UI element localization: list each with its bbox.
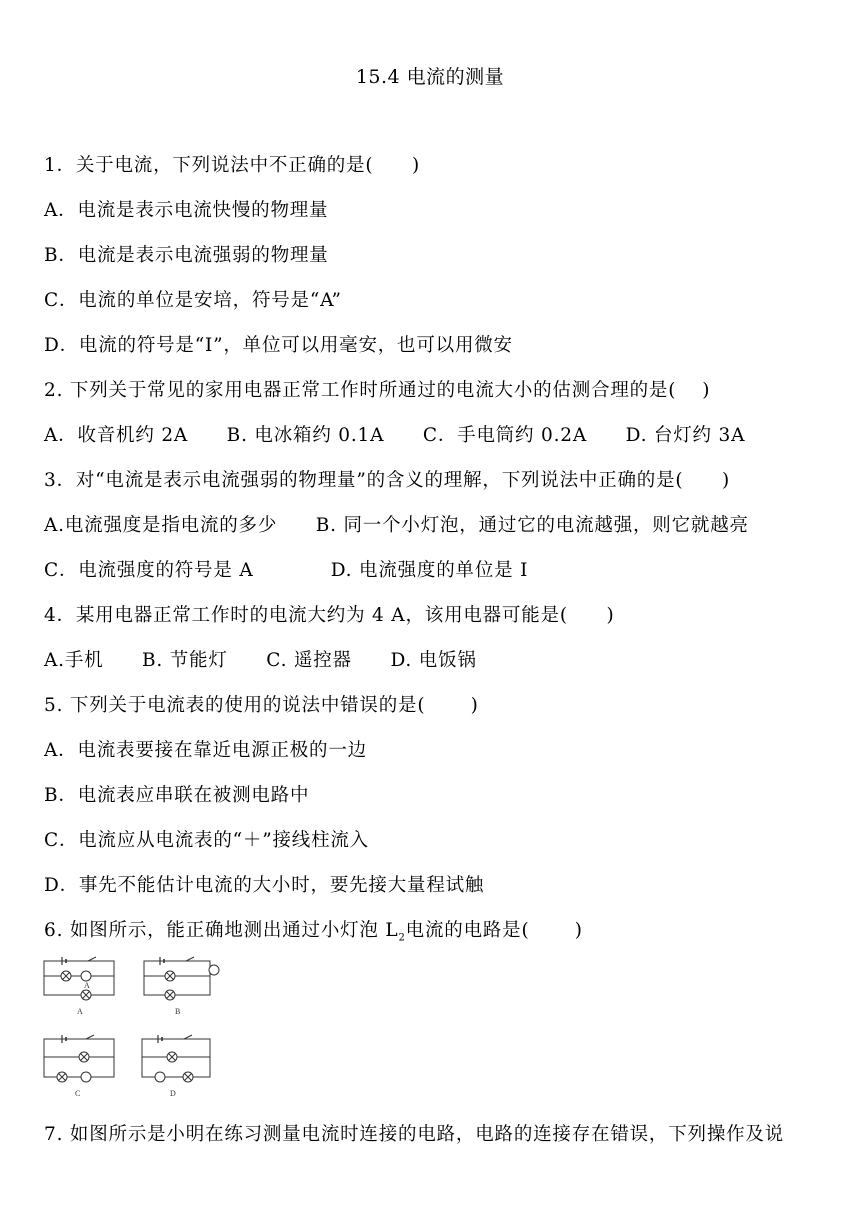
q3-options-cd: C．电流强度的符号是 A D. 电流强度的单位是 I [44, 560, 529, 581]
circuit-a [44, 957, 114, 1000]
circuit-a-label: A [77, 1007, 83, 1016]
q7-stem: 7. 如图所示是小明在练习测量电流时连接的电路，电路的连接存在错误，下列操作及说 [44, 1124, 785, 1145]
circuit-d-label: D [170, 1089, 176, 1098]
q6-stem: 6. 如图所示，能正确地测出通过小灯泡 $L_2$电流的电路是( ) [44, 920, 583, 944]
q1-stem: 1．关于电流，下列说法中不正确的是( ) [44, 155, 421, 176]
page-title: 15.4 电流的测量 [355, 66, 505, 88]
q2-options: A．收音机约 2A B. 电冰箱约 0.1A C．手电筒约 0.2A D. 台灯约 3A [44, 425, 746, 446]
q3-options-ab: A.电流强度是指电流的多少 B. 同一个小灯泡，通过它的电流越强，则它就越亮 [44, 515, 749, 536]
q6-circuit-figures [40, 956, 230, 1116]
circuit-b-label: B [175, 1007, 181, 1016]
q3-stem: 3．对“电流是表示电流强弱的物理量”的含义的理解，下列说法中正确的是( ) [44, 470, 731, 491]
q5-option-b: B．电流表应串联在被测电路中 [44, 785, 310, 806]
circuit-d [142, 1035, 210, 1082]
circuit-b [144, 957, 219, 1000]
q1-option-d: D．电流的符号是“I”，单位可以用毫安，也可以用微安 [44, 335, 513, 356]
circuit-c-label: C [75, 1089, 81, 1098]
q5-option-d: D．事先不能估计电流的大小时，要先接大量程试触 [44, 875, 485, 896]
q1-option-a: A．电流是表示电流快慢的物理量 [44, 200, 329, 221]
ammeter-glyph-a: A [84, 981, 90, 990]
q1-option-c: C．电流的单位是安培，符号是“A” [44, 290, 342, 311]
q4-stem: 4．某用电器正常工作时的电流大约为 4 A，该用电器可能是( ) [44, 605, 615, 626]
circuit-c [44, 1035, 114, 1082]
q2-stem: 2. 下列关于常见的家用电器正常工作时所通过的电流大小的估测合理的是( ) [44, 380, 711, 401]
q5-option-a: A．电流表要接在靠近电源正极的一边 [44, 740, 367, 761]
q1-option-b: B．电流是表示电流强弱的物理量 [44, 245, 329, 266]
q5-option-c: C．电流应从电流表的“＋”接线柱流入 [44, 830, 369, 851]
q4-options: A.手机 B. 节能灯 C. 遥控器 D. 电饭锅 [44, 650, 477, 671]
q5-stem: 5. 下列关于电流表的使用的说法中错误的是( ) [44, 695, 479, 716]
